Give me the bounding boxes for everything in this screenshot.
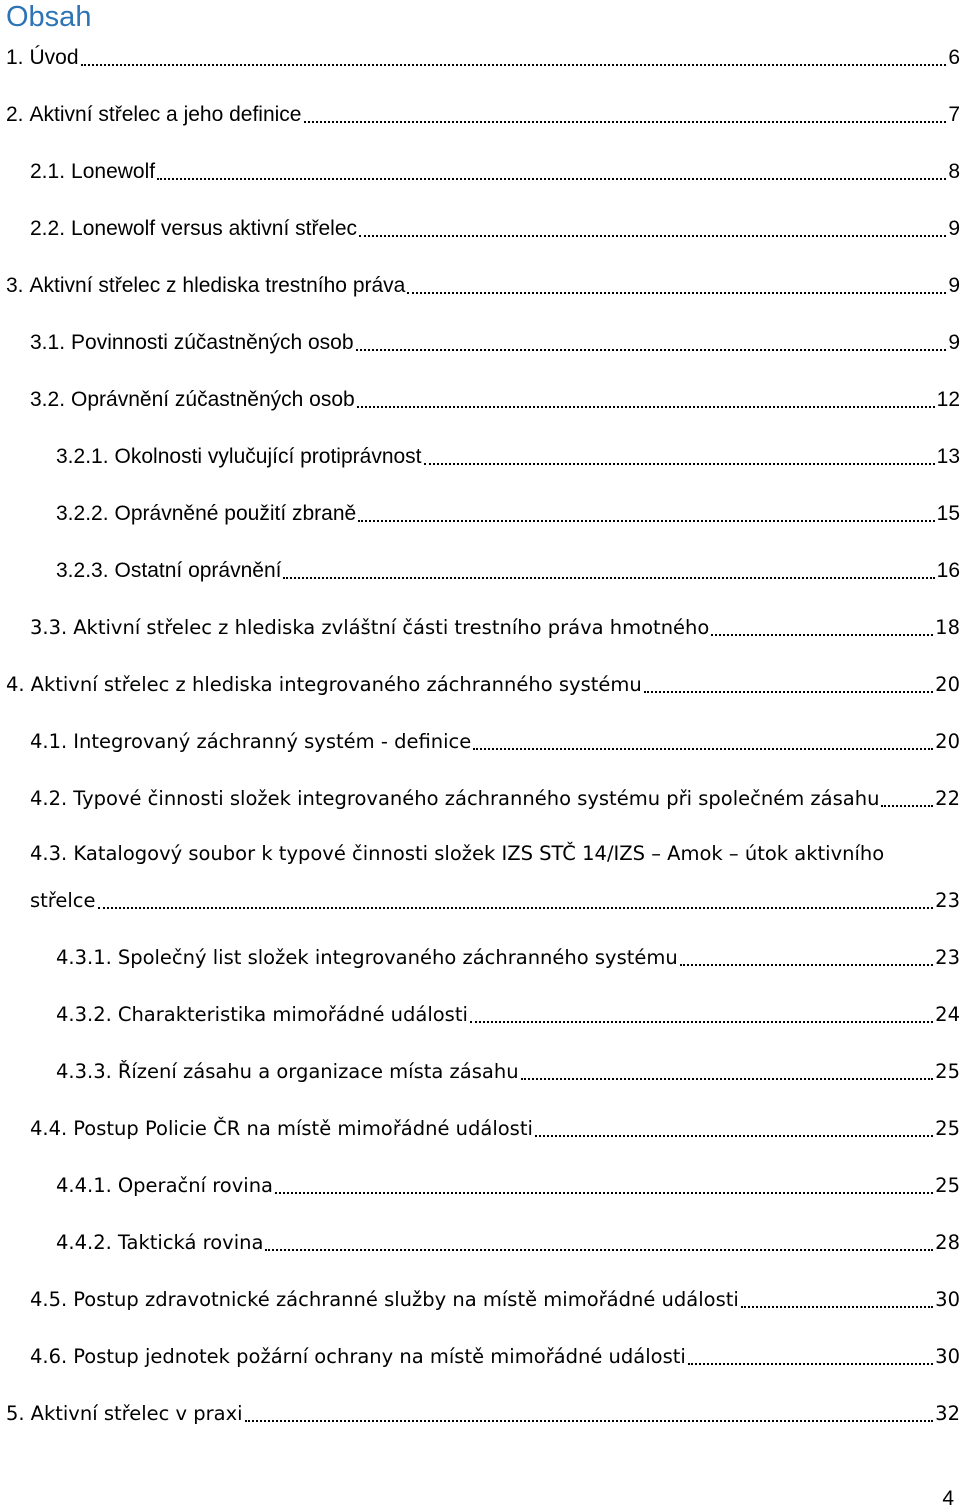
toc-entry-label: Integrovaný záchranný systém - definice (73, 730, 472, 753)
toc-entry[interactable] (30, 158, 960, 185)
toc-entry-label: Okolnosti vylučující protiprávnost (114, 445, 422, 468)
toc-entry-label: Taktická rovina (117, 1231, 264, 1254)
toc-entry[interactable] (56, 1058, 960, 1085)
toc-entry-number: 3.2.2. (56, 502, 109, 525)
toc-entry-label: Aktivní střelec z hlediska integrovaného záchranného systému (30, 673, 642, 696)
toc-entry-label: Aktivní střelec z hlediska trestního práva (29, 274, 406, 297)
toc-dot-leader (245, 1400, 934, 1422)
toc-entry-number: 2. (6, 103, 24, 126)
toc-entry-label: Úvod (29, 46, 79, 69)
toc-entry-number: 3.3. (30, 616, 68, 639)
toc-entry-page: 7 (948, 103, 960, 126)
toc-entry-label: Společný list složek integrovaného záchranného systému (117, 946, 678, 969)
toc-entry-label: Povinnosti zúčastněných osob (71, 331, 354, 354)
toc-entry[interactable] (56, 557, 960, 584)
toc-entry-page: 32 (935, 1402, 960, 1425)
toc-dot-leader (81, 44, 947, 66)
toc-entry-page: 25 (935, 1117, 960, 1140)
toc-dot-leader (881, 785, 933, 807)
toc-dot-leader (711, 614, 933, 636)
toc-entry-page: 12 (936, 388, 960, 411)
toc-title: Obsah (6, 1, 92, 33)
toc-entry-page: 9 (948, 331, 960, 354)
toc-entry-number: 5. (6, 1402, 25, 1425)
toc-entry[interactable] (30, 1115, 960, 1142)
toc-entry-number: 4.3. (30, 842, 68, 865)
toc-entry-page: 16 (936, 559, 960, 582)
toc-entry[interactable] (56, 443, 960, 470)
toc-entry-label: Operační rovina (117, 1174, 273, 1197)
toc-entry[interactable] (56, 500, 960, 527)
toc-dot-leader (98, 887, 934, 909)
toc-entry-page: 28 (935, 1231, 960, 1254)
page-number: 4 (942, 1487, 954, 1510)
toc-entry-number: 3. (6, 274, 24, 297)
toc-dot-leader (304, 101, 947, 123)
toc-entry-number: 3.1. (30, 331, 66, 354)
toc-entry[interactable] (30, 887, 960, 914)
toc-entry-page: 25 (935, 1060, 960, 1083)
toc-dot-leader (157, 158, 946, 180)
toc-dot-leader (265, 1229, 933, 1251)
toc-entry-label: Typové činnosti složek integrovaného záchranného systému při společném zásahu (73, 787, 880, 810)
toc-entry-label: Lonewolf (71, 160, 156, 183)
toc-dot-leader (407, 272, 946, 294)
toc-entry-number: 4.5. (30, 1288, 68, 1311)
toc-entry-number: 4.3.2. (56, 1003, 112, 1026)
toc-entry-label: Aktivní střelec v praxi (30, 1402, 243, 1425)
toc-entry[interactable] (6, 671, 960, 698)
toc-entry-page: 18 (935, 616, 960, 639)
toc-dot-leader (275, 1172, 933, 1194)
toc-entry[interactable] (30, 1343, 960, 1370)
toc-entry-wrapped-line[interactable] (30, 841, 884, 867)
toc-entry[interactable] (6, 1400, 960, 1427)
toc-entry-page: 23 (935, 889, 960, 912)
toc-entry-page: 23 (935, 946, 960, 969)
toc-entry-page: 9 (948, 217, 960, 240)
toc-entry-label: Lonewolf versus aktivní střelec (71, 217, 357, 240)
toc-entry-number: 4.2. (30, 787, 68, 810)
toc-entry-label: Postup jednotek požární ochrany na místě mimořádné události (73, 1345, 686, 1368)
toc-entry-page: 25 (935, 1174, 960, 1197)
toc-entry-label: Ostatní oprávnění (114, 559, 282, 582)
toc-entry-label: Postup Policie ČR na místě mimořádné události (73, 1117, 533, 1140)
toc-entry-label: Řízení zásahu a organizace místa zásahu (117, 1060, 519, 1083)
toc-entry-number: 4.3.1. (56, 946, 112, 969)
toc-entry-page: 24 (935, 1003, 960, 1026)
toc-entry[interactable] (30, 614, 960, 641)
toc-entry-label: Oprávněné použití zbraně (114, 502, 357, 525)
toc-entry[interactable] (30, 329, 960, 356)
toc-entry[interactable] (56, 944, 960, 971)
toc-entry-number: 3.2.3. (56, 559, 109, 582)
toc-entry-number: 3.2.1. (56, 445, 109, 468)
toc-entry-number: 4.4.2. (56, 1231, 112, 1254)
toc-entry-page: 13 (936, 445, 960, 468)
toc-dot-leader (535, 1115, 933, 1137)
toc-entry-number: 4. (6, 673, 25, 696)
toc-entry-page: 22 (935, 787, 960, 810)
toc-dot-leader (680, 944, 933, 966)
toc-dot-leader (424, 443, 935, 465)
toc-entry-number: 4.1. (30, 730, 68, 753)
toc-dot-leader (470, 1001, 933, 1023)
toc-entry-label: Charakteristika mimořádné události (117, 1003, 468, 1026)
toc-entry[interactable] (30, 785, 960, 812)
toc-entry-number: 2.2. (30, 217, 66, 240)
toc-entry[interactable] (6, 272, 960, 299)
toc-entry-label: Katalogový soubor k typové činnosti složek IZS STČ 14/IZS – Amok – útok aktivního (73, 842, 885, 865)
toc-entry[interactable] (6, 101, 960, 128)
toc-dot-leader (357, 386, 935, 408)
toc-entry-label: Postup zdravotnické záchranné služby na místě mimořádné události (73, 1288, 739, 1311)
toc-entry[interactable] (56, 1172, 960, 1199)
toc-entry[interactable] (30, 215, 960, 242)
toc-entry-label: Aktivní střelec a jeho definice (29, 103, 302, 126)
toc-entry-number: 2.1. (30, 160, 66, 183)
toc-entry-page: 20 (935, 673, 960, 696)
toc-dot-leader (358, 500, 934, 522)
toc-entry-label: Aktivní střelec z hlediska zvláštní části trestního práva hmotného (73, 616, 710, 639)
toc-entry-number: 3.2. (30, 388, 66, 411)
toc-dot-leader (473, 728, 933, 750)
toc-entry-page: 20 (935, 730, 960, 753)
toc-entry[interactable] (30, 386, 960, 413)
toc-entry-page: 8 (948, 160, 960, 183)
toc-entry[interactable] (30, 1286, 960, 1313)
toc-entry-page: 6 (948, 46, 960, 69)
toc-entry[interactable] (56, 1001, 960, 1028)
toc-entry[interactable] (56, 1229, 960, 1256)
toc-dot-leader (741, 1286, 933, 1308)
toc-entry[interactable] (30, 728, 960, 755)
toc-entry-page: 15 (936, 502, 960, 525)
toc-entry-number: 4.4.1. (56, 1174, 112, 1197)
toc-dot-leader (521, 1058, 934, 1080)
toc-entry-page: 30 (935, 1345, 960, 1368)
toc-entry-number: 1. (6, 46, 24, 69)
toc-entry-page: 9 (948, 274, 960, 297)
toc-entry[interactable] (6, 44, 960, 71)
toc-dot-leader (356, 329, 947, 351)
toc-entry-number: 4.4. (30, 1117, 68, 1140)
toc-dot-leader (688, 1343, 933, 1365)
toc-entry-label-continuation: střelce (30, 889, 96, 912)
toc-entry-number: 4.6. (30, 1345, 68, 1368)
toc-dot-leader (644, 671, 933, 693)
toc-entry-label: Oprávnění zúčastněných osob (71, 388, 355, 411)
toc-dot-leader (283, 557, 934, 579)
toc-dot-leader (359, 215, 946, 237)
toc-entry-number: 4.3.3. (56, 1060, 112, 1083)
toc-entry-page: 30 (935, 1288, 960, 1311)
